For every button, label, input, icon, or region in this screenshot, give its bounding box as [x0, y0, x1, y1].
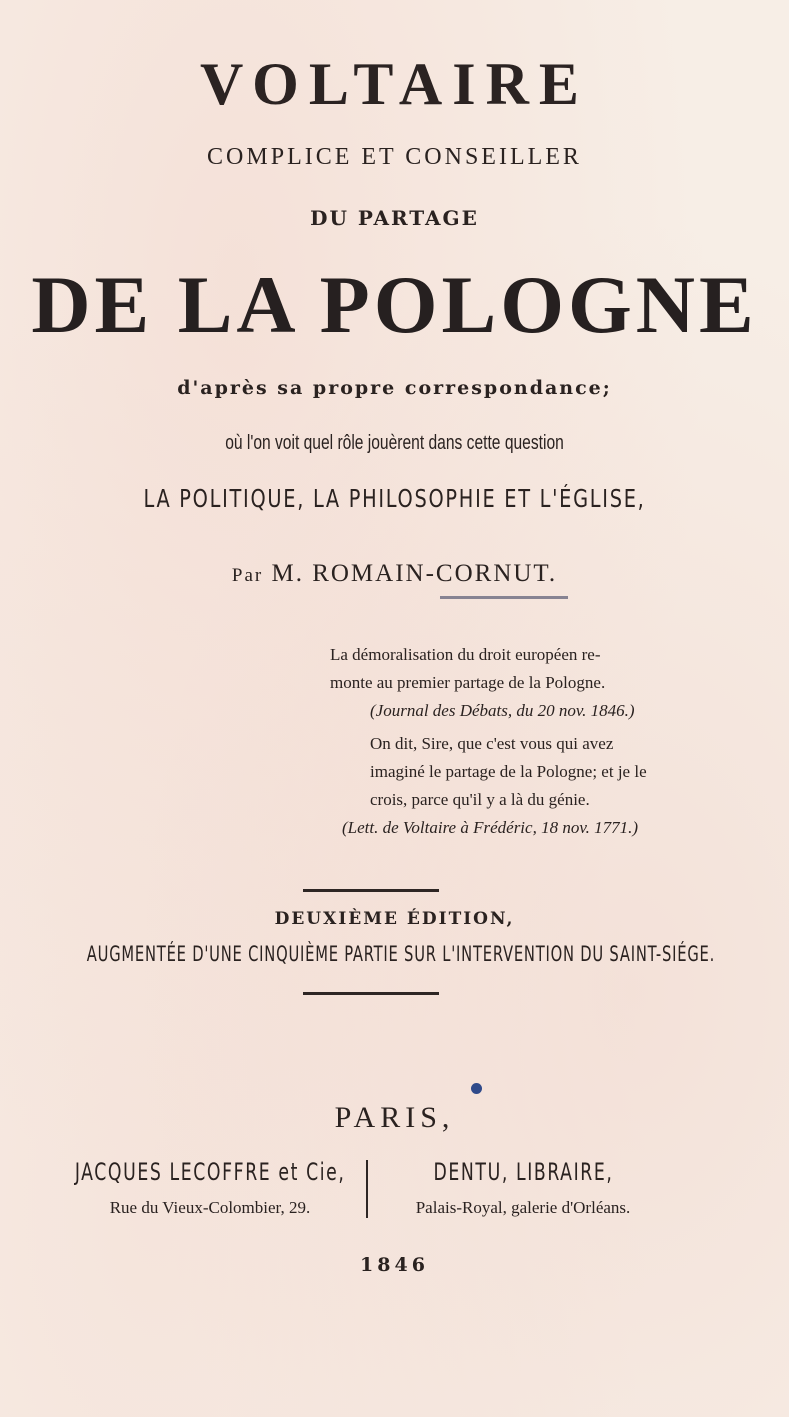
city-paris: PARIS,: [334, 1101, 455, 1134]
epigraph1-line2: monte au premier partage de la Pologne.: [330, 673, 606, 692]
epigraph2-line3: crois, parce qu'il y a là du génie.: [370, 790, 590, 809]
correspondence-line: d'après sa propre correspondance;: [177, 377, 612, 399]
author-name: M. ROMAIN-CORNUT.: [271, 560, 558, 587]
publisher-dentu: [378, 1158, 668, 1218]
author-line: [0, 560, 789, 588]
question-line: où l'on voit quel rôle jouèrent dans cette question: [225, 432, 564, 454]
epigraph-journal: [330, 641, 710, 725]
edition-line: DEUXIÈME ÉDITION,: [274, 909, 515, 929]
epigraph2-line2: imaginé le partage de la Pologne; et je le: [370, 762, 647, 781]
rule-top: [303, 889, 439, 892]
author-prefix: Par: [231, 565, 264, 586]
epigraph1-source: (Journal des Débats, du 20 nov. 1846.): [370, 701, 635, 720]
epigraph2-line1: On dit, Sire, que c'est vous qui avez: [370, 734, 614, 753]
publisher-right-name: DENTU, LIBRAIRE,: [432, 1158, 613, 1186]
publication-year: 1846: [360, 1254, 429, 1276]
rule-bottom: [303, 992, 439, 995]
subtitle-partage: DU PARTAGE: [310, 206, 479, 230]
publisher-right-address: Palais-Royal, galerie d'Orléans.: [415, 1198, 631, 1217]
ink-dot: [471, 1083, 482, 1094]
publisher-left-address: Rue du Vieux-Colombier, 29.: [109, 1198, 311, 1217]
epigraph-voltaire: [330, 730, 710, 842]
main-title-pologne: DE LA POLOGNE: [31, 259, 758, 350]
publisher-left-name: JACQUES LECOFFRE et Cie,: [74, 1158, 346, 1186]
epigraph2-source: (Lett. de Voltaire à Frédéric, 18 nov. 1771.): [342, 818, 639, 837]
publisher-divider: [366, 1160, 368, 1218]
subtitle-complice: COMPLICE ET CONSEILLER: [207, 144, 582, 170]
book-title: VOLTAIRE: [200, 51, 589, 117]
epigraph1-line1: La démoralisation du droit européen re-: [330, 645, 601, 664]
augmented-line: AUGMENTÉE D'UNE CINQUIÈME PARTIE SUR L'INTERVENTION DU SAINT-SIÉGE.: [86, 942, 716, 966]
author-underline: [440, 596, 568, 599]
publisher-lecoffre: [40, 1158, 380, 1218]
subjects-line: LA POLITIQUE, LA PHILOSOPHIE ET L'ÉGLISE,: [143, 484, 646, 513]
